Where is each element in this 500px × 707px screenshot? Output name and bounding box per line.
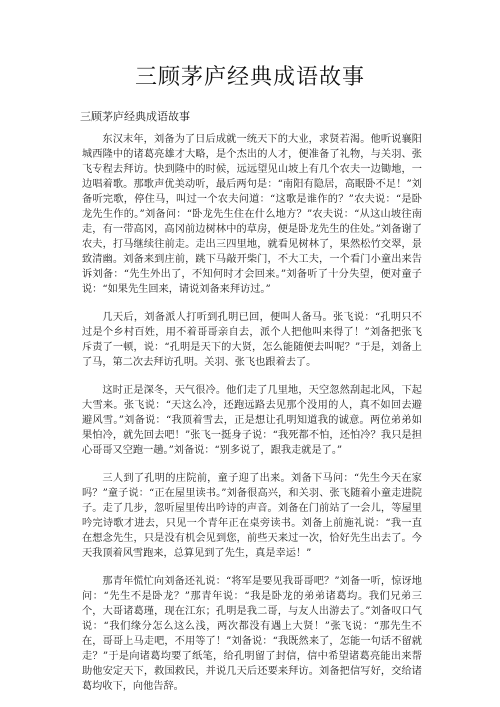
paragraph: 那青年慌忙向刘备还礼说：“将军是要见我哥哥吧？”刘备一听，惊讶地问：“先生不是卧龙？”那青年说：“我是卧龙的弟弟诸葛均。我们兄弟三个，大哥诸葛瑾，现在江东；孔明是我二哥，与友人出游去了。”刘备叹口气说：“我们缘分怎么这么浅，两次都没有遇上大贤！”张飞说：“那先生不在，哥哥上马走吧，不用等了！”刘备说：“我既然来了，怎能一句话不留就走？”于是向诸葛均要了纸笔，给孔明留了封信，信中希望诸葛亮能出来帮助他安定天下，救国救民，并说几天后还要来拜访。刘备把信写好，交给诸葛均收下，向他告辞。: [82, 576, 422, 692]
paragraph: 这时正是深冬，天气很冷。他们走了几里地，天空忽然刮起北风，下起大雪来。张飞说：“天这么冷，还跑远路去见那个没用的人，真不如回去避避风雪。”刘备说：“我顶着雪去，正是想让孔明知道我的诚意。两位弟弟如果怕冷，就先回去吧！”张飞一挺身子说：“我死都不怕，还怕冷？我只是担心哥哥又空跑一趟。”刘备说：“别多说了，跟我走就是了。”: [82, 385, 422, 456]
document-subtitle: 三顾茅庐经典成语故事: [80, 110, 190, 123]
article-body: [82, 132, 422, 707]
paragraph: 三人到了孔明的庄院前，童子迎了出来。刘备下马问：“先生今天在家吗？”童子说：“正在屋里读书。”刘备很高兴，和关羽、张飞随着小童走进院子。走了几步，忽听屋里传出吟诗的声音。刘备在门前站了一会儿，等屋里吟完诗歌才进去，只见一个青年正在桌旁读书。刘备上前施礼说：“我一直在想念先生，只是没有机会见到您，前些天来过一次，恰好先生出去了。今天我顶着风雪跑来，总算见到了先生，真是幸运！”: [82, 473, 422, 559]
paragraph: 东汉末年，刘备为了日后成就一统天下的大业，求贤若渴。他听说襄阳城西隆中的诸葛亮雄才大略，是个杰出的人才，便准备了礼物，与关羽、张飞专程去拜访。快到隆中的时候，远远望见山坡上有几个农夫一边锄地，一边唱着歌。那歌声优美动听，最后两句是：“南阳有隐居，高眠卧不足！”刘备听完歌，停住马，叫过一个农夫问道：“这歌是谁作的？”农夫说：“是卧龙先生作的。”刘备问：“卧龙先生住在什么地方？”农夫说：“从这山坡往南走，有一带高冈，高冈前边树林中的草房，便是卧龙先生的住处。”刘备谢了农夫，打马继续往前走。走出三四里地，就看见树林了，果然松竹交翠，景致清幽。刘备来到庄前，跳下马敲开柴门，不大工夫，一个看门小童出来告诉刘备：“先生外出了，不知何时才会回来。”刘备听了十分失望，便对童子说：“如果先生回来，请说刘备来拜访过。”: [82, 134, 422, 295]
paragraph: 几天后，刘备派人打听到孔明已回，便叫人备马。张飞说：“孔明只不过是个乡村百姓，用不着哥哥亲自去，派个人把他叫来得了！”刘备把张飞斥责了一顿，说：“孔明是天下的大贤，怎么能随便去叫呢？”于是，刘备上了马，第二次去拜访孔明。关羽、张飞也跟着去了。: [82, 312, 422, 368]
page-title: 三顾茅庐经典成语故事: [134, 65, 365, 90]
